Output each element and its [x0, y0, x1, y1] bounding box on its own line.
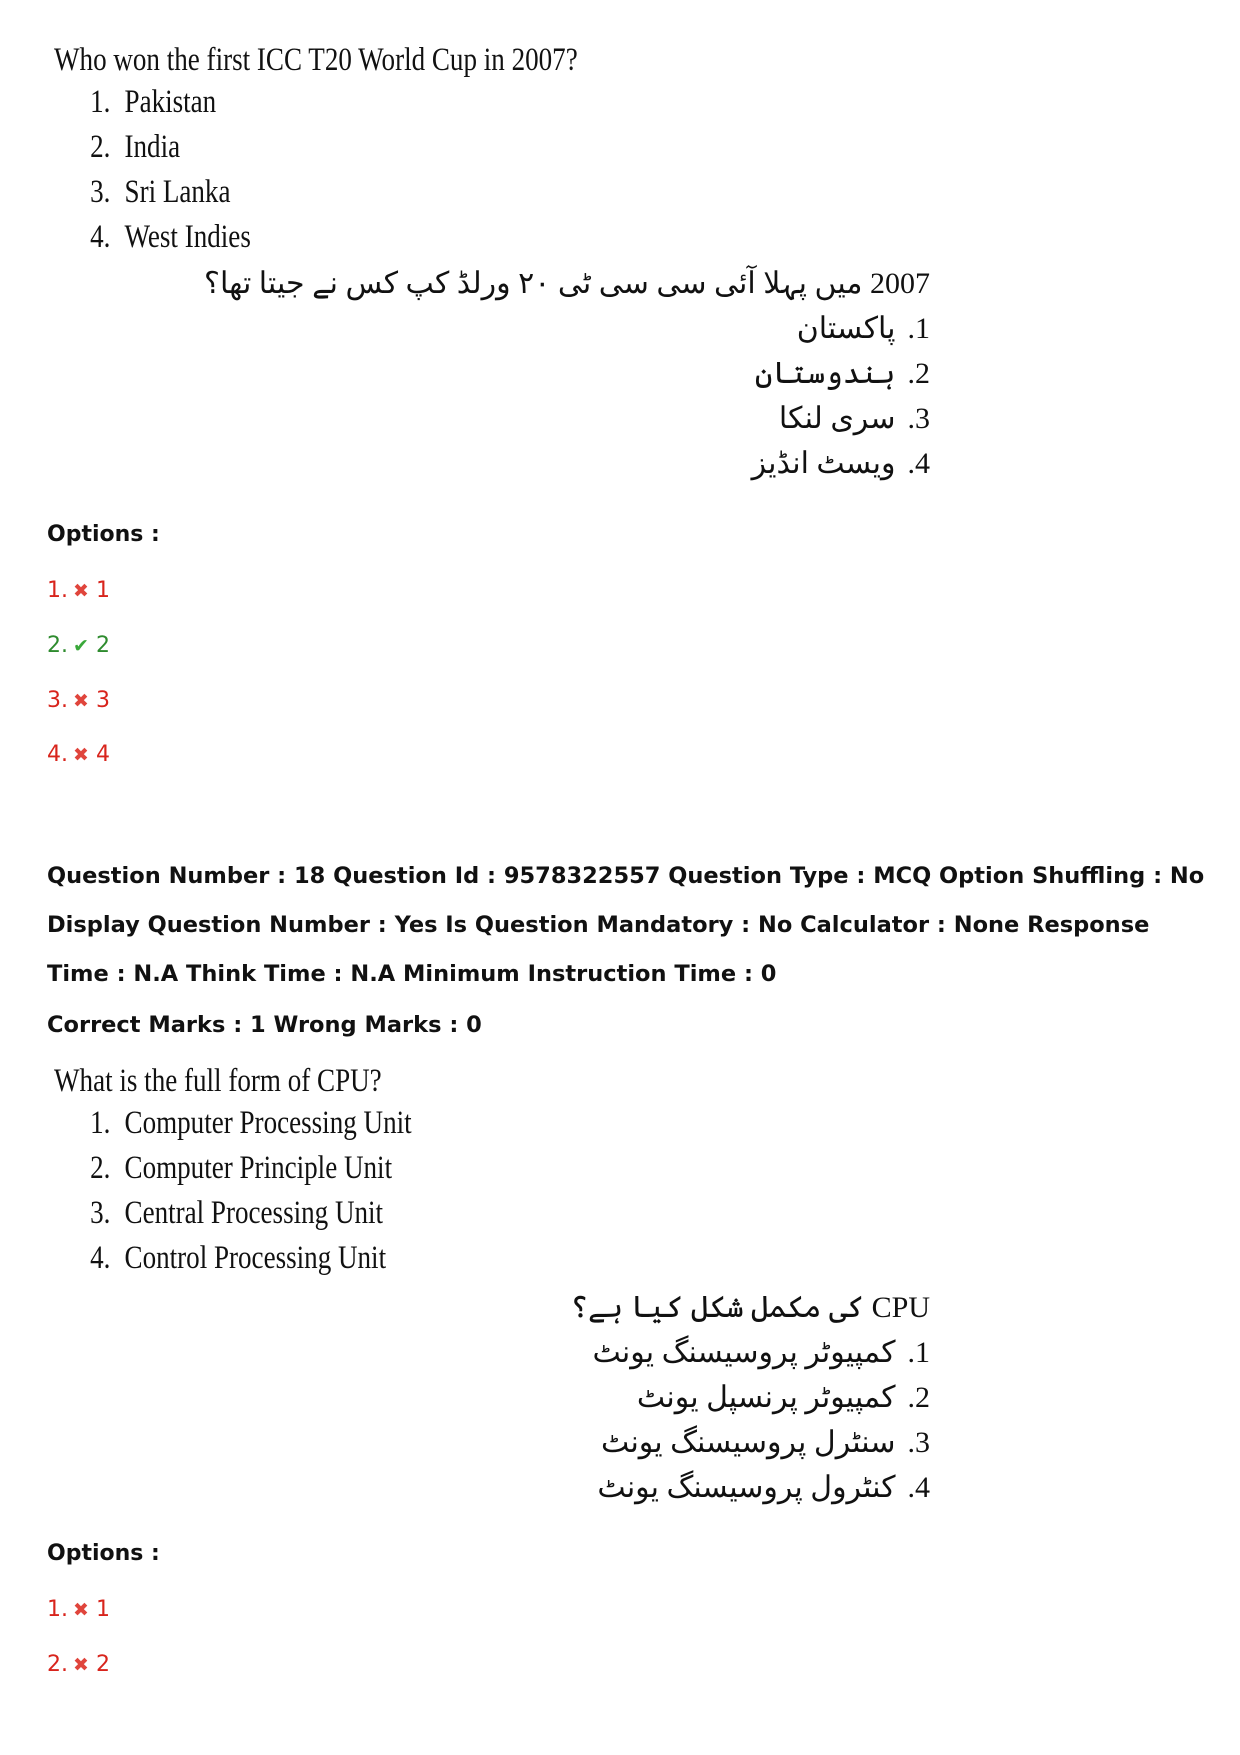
question-choice: 2. Computer Principle Unit [90, 1150, 393, 1186]
cross-icon: ✖ [73, 1599, 89, 1621]
options-label: Options : [47, 1541, 160, 1566]
question-urdu [570, 1286, 930, 1510]
cross-icon: ✖ [73, 1654, 89, 1676]
option-item: 4. ✖ 4 [47, 740, 110, 770]
marks-info: Correct Marks : 1 Wrong Marks : 0 [47, 1012, 482, 1038]
option-item: 1. ✖ 1 [47, 1595, 110, 1625]
question-choice-urdu: 1.پاکستان [796, 312, 930, 345]
option-item: 1. ✖ 1 [47, 576, 110, 606]
question-choice: 1. Computer Processing Unit [90, 1105, 412, 1141]
question-choice-urdu: 1.کمپیوٹر پروسیسنگ یونٹ [592, 1336, 930, 1369]
question-stem: What is the full form of CPU? [54, 1063, 382, 1099]
question-choice: 1. Pakistan [90, 84, 217, 120]
question-choice-urdu: 2.کمپیوٹر پرنسپل یونٹ [636, 1381, 930, 1414]
question-choice: 4. Control Processing Unit [90, 1240, 387, 1276]
question-choice-urdu: 4.ویسٹ انڈیز [751, 447, 930, 480]
question-metadata: Question Number : 18 Question Id : 9578322557 Question Type : MCQ Option Shuffling : No Display Question Number : Yes Is Question Mandatory : No Calculator : None Response Time : N.A Think Time : N.A Minimum Instruction Time : 0 [47, 863, 1205, 987]
options-label: Options : [47, 522, 160, 547]
question-stem-urdu: 2007 میں پہلا آئی سی سی ٹی ۲۰ ورلڈ کپ کس نے جیتا تھا؟ [204, 267, 930, 300]
question-choice: 4. West Indies [90, 219, 251, 255]
question-choice: 3. Central Processing Unit [90, 1195, 384, 1231]
question-stem-urdu: CPU کی مکمل شکل کیا ہے؟ [570, 1291, 930, 1324]
question-urdu [204, 262, 930, 486]
question-choice-urdu: 3.سنٹرل پروسیسنگ یونٹ [601, 1426, 930, 1459]
option-item: 2. ✖ 2 [47, 1650, 110, 1680]
question-choice: 3. Sri Lanka [90, 174, 231, 210]
question-choice: 2. India [90, 129, 181, 165]
check-icon: ✔ [73, 635, 89, 657]
cross-icon: ✖ [73, 744, 89, 766]
cross-icon: ✖ [73, 580, 89, 602]
question-stem: Who won the first ICC T20 World Cup in 2007? [54, 42, 578, 78]
option-item: 3. ✖ 3 [47, 686, 110, 716]
question-choice-urdu: 3.سری لنکا [778, 402, 930, 435]
option-item: 2. ✔ 2 [47, 631, 110, 661]
question-english [54, 1061, 490, 1281]
question-choice-urdu: 2.ہندوستان [754, 357, 930, 390]
question-english [54, 40, 693, 260]
question-choice-urdu: 4.کنٹرول پروسیسنگ یونٹ [597, 1471, 930, 1504]
cross-icon: ✖ [73, 690, 89, 712]
